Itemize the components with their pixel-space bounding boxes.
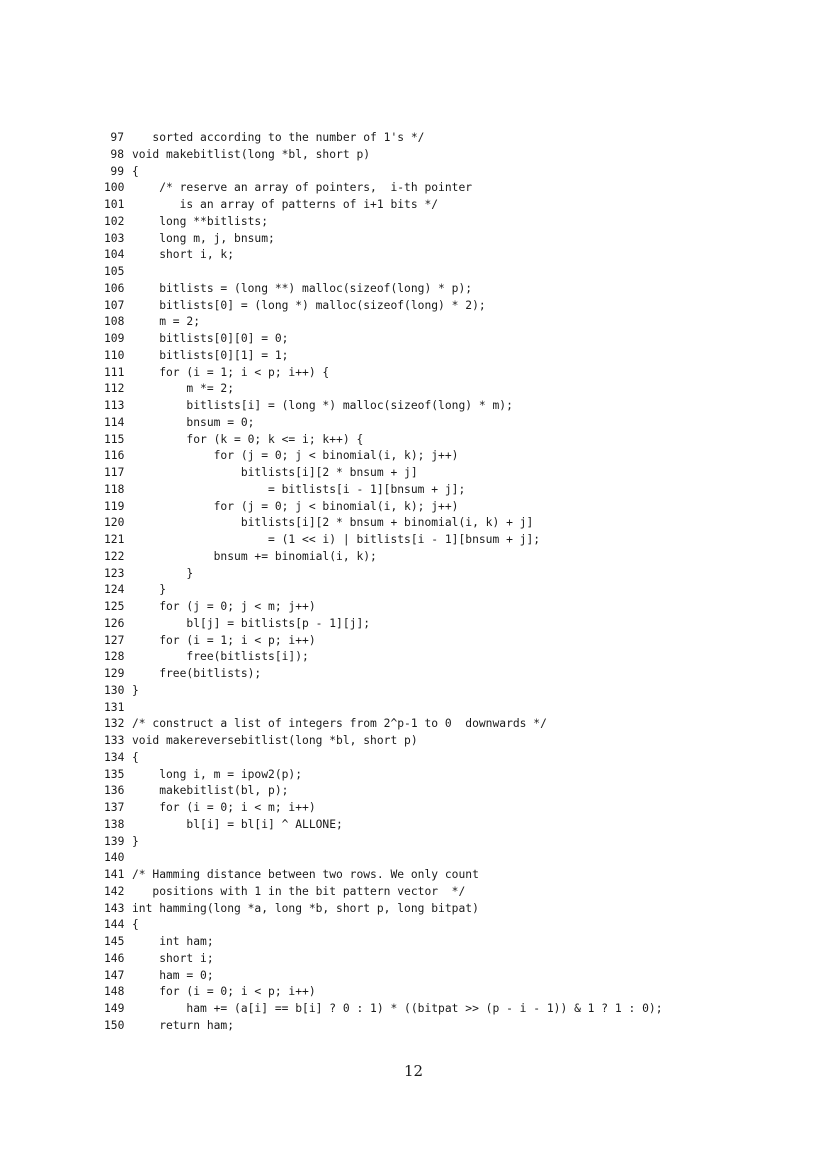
code-line [104,231,663,248]
code-text: { [132,164,139,178]
line-number: 128 [104,650,125,664]
code-line [104,800,663,817]
code-line [104,683,663,700]
code-text: bitlists[i][2 * bnsum + j] [132,466,418,479]
line-number: 131 [104,700,125,714]
line-number: 98 [110,147,124,161]
code-line [104,649,663,666]
code-line [104,616,663,633]
code-line [104,850,663,867]
line-number: 147 [104,968,125,982]
line-number: 115 [104,432,125,446]
code-line [104,398,663,415]
code-text: bitlists[0][1] = 1; [132,348,289,362]
code-line [104,901,663,918]
code-text: = (1 << i) | bitlists[i - 1][bnsum + j]; [132,533,541,546]
code-line [104,180,663,197]
line-number: 102 [104,214,125,228]
code-text: sorted according to the number of 1's */ [132,131,425,144]
line-number: 129 [104,667,125,680]
code-text: int hamming(long *a, long *b, short p, long bitpat) [132,901,479,915]
line-number: 133 [104,734,125,747]
code-line [104,348,663,365]
line-number: 120 [104,516,125,530]
code-line [104,432,663,449]
line-number: 113 [104,399,125,412]
code-line [104,1001,663,1018]
line-number: 104 [104,248,125,262]
code-text: ham = 0; [132,968,214,982]
code-line [104,365,663,382]
code-line [104,331,663,348]
code-line [104,298,663,315]
code-text: /* Hamming distance between two rows. We only count [132,868,479,881]
line-number: 149 [104,1002,125,1015]
line-number: 140 [104,851,125,865]
code-text: for (i = 0; i < m; i++) [132,801,316,814]
code-line [104,1018,663,1035]
line-number: 121 [104,533,125,546]
code-text: /* reserve an array of pointers, i-th pointer [132,181,473,195]
code-line [104,482,663,499]
line-number: 103 [104,231,125,245]
code-line [104,867,663,884]
line-number: 142 [104,884,125,898]
code-text: } [132,834,139,848]
code-text: } [132,683,139,697]
line-number: 148 [104,985,125,999]
line-number: 127 [104,633,125,647]
code-line [104,767,663,784]
code-line [104,532,663,549]
code-line [104,381,663,398]
code-line [104,281,663,298]
line-number: 110 [104,348,125,362]
code-line [104,247,663,264]
code-text: /* construct a list of integers from 2^p-1 to 0 downwards */ [132,717,547,731]
line-number: 145 [104,935,125,948]
code-line [104,415,663,432]
code-text: ham += (a[i] == b[i] ? 0 : 1) * ((bitpat >> (p - i - 1)) & 1 ? 1 : 0); [132,1002,663,1015]
code-listing [104,130,663,1035]
code-line [104,214,663,231]
code-line [104,783,663,800]
code-line [104,968,663,985]
line-number: 116 [104,449,125,463]
code-line [104,549,663,566]
code-text: bitlists[i][2 * bnsum + binomial(i, k) + j] [132,516,534,530]
code-line [104,164,663,181]
code-line [104,834,663,851]
code-text: for (i = 1; i < p; i++) { [132,365,330,379]
code-text: bitlists = (long **) malloc(sizeof(long) * p); [132,281,473,295]
code-text: bnsum += binomial(i, k); [132,549,377,563]
line-number: 99 [110,164,124,178]
code-line [104,817,663,834]
line-number: 97 [110,131,124,144]
line-number: 132 [104,717,125,731]
code-line [104,700,663,717]
code-line [104,264,663,281]
line-number: 138 [104,817,125,831]
code-text: { [132,750,139,764]
line-number: 119 [104,499,125,513]
line-number: 150 [104,1018,125,1032]
line-number: 125 [104,600,125,613]
code-line [104,984,663,1001]
line-number: 130 [104,683,125,697]
code-line [104,448,663,465]
code-text: bitlists[0][0] = 0; [132,332,289,345]
code-text: short i; [132,951,214,965]
line-number: 118 [104,482,125,496]
line-number: 141 [104,868,125,881]
code-text: { [132,918,139,932]
code-line [104,666,663,683]
code-text: long m, j, bnsum; [132,231,275,245]
line-number: 136 [104,784,125,798]
page-number: 12 [403,1062,424,1080]
code-line [104,566,663,583]
line-number: 101 [104,198,125,211]
line-number: 126 [104,616,125,630]
code-line [104,633,663,650]
code-line [104,465,663,482]
line-number: 112 [104,382,125,396]
code-text: long **bitlists; [132,214,269,228]
code-line [104,951,663,968]
code-text: for (i = 1; i < p; i++) [132,633,316,647]
code-text: for (i = 0; i < p; i++) [132,985,316,999]
line-number: 100 [104,181,125,195]
line-number: 135 [104,767,125,781]
code-text: positions with 1 in the bit pattern vector */ [132,884,466,898]
code-line [104,582,663,599]
code-text: long i, m = ipow2(p); [132,767,303,781]
code-text: bnsum = 0; [132,415,255,429]
line-number: 107 [104,298,125,312]
code-text: = bitlists[i - 1][bnsum + j]; [132,482,466,496]
line-number: 117 [104,466,125,479]
code-text: void makebitlist(long *bl, short p) [132,147,371,161]
line-number: 106 [104,281,125,295]
code-line [104,197,663,214]
line-number: 109 [104,332,125,345]
code-line [104,750,663,767]
code-text: return ham; [132,1018,235,1032]
code-text: } [132,583,167,597]
code-line [104,716,663,733]
line-number: 122 [104,549,125,563]
code-text: short i, k; [132,248,235,262]
line-number: 146 [104,951,125,965]
code-text: for (j = 0; j < binomial(i, k); j++) [132,499,459,513]
code-text: for (j = 0; j < binomial(i, k); j++) [132,449,459,463]
code-line [104,499,663,516]
code-text: makebitlist(bl, p); [132,784,289,798]
code-text: free(bitlists[i]); [132,650,309,664]
code-line [104,884,663,901]
code-text: bitlists[i] = (long *) malloc(sizeof(long) * m); [132,399,513,412]
code-text: bl[i] = bl[i] ^ ALLONE; [132,817,343,831]
code-line [104,147,663,164]
line-number: 124 [104,583,125,597]
code-line [104,733,663,750]
code-line [104,314,663,331]
line-number: 134 [104,750,125,764]
code-line [104,599,663,616]
line-number: 114 [104,415,125,429]
code-line [104,515,663,532]
line-number: 137 [104,801,125,814]
code-text: for (j = 0; j < m; j++) [132,600,316,613]
line-number: 144 [104,918,125,932]
line-number: 143 [104,901,125,915]
code-text: } [132,566,194,580]
code-text: int ham; [132,935,214,948]
code-text: void makereversebitlist(long *bl, short p) [132,734,418,747]
code-text: is an array of patterns of i+1 bits */ [132,198,439,211]
line-number: 111 [104,365,125,379]
code-text: free(bitlists); [132,667,262,680]
code-line [104,130,663,147]
line-number: 139 [104,834,125,848]
line-number: 108 [104,315,125,329]
line-number: 123 [104,566,125,580]
code-text: bl[j] = bitlists[p - 1][j]; [132,616,371,630]
code-text: bitlists[0] = (long *) malloc(sizeof(long) * 2); [132,298,486,312]
code-text: m *= 2; [132,382,235,396]
code-text: for (k = 0; k <= i; k++) { [132,432,364,446]
line-number: 105 [104,265,125,278]
code-line [104,934,663,951]
code-text: m = 2; [132,315,201,329]
code-line [104,917,663,934]
